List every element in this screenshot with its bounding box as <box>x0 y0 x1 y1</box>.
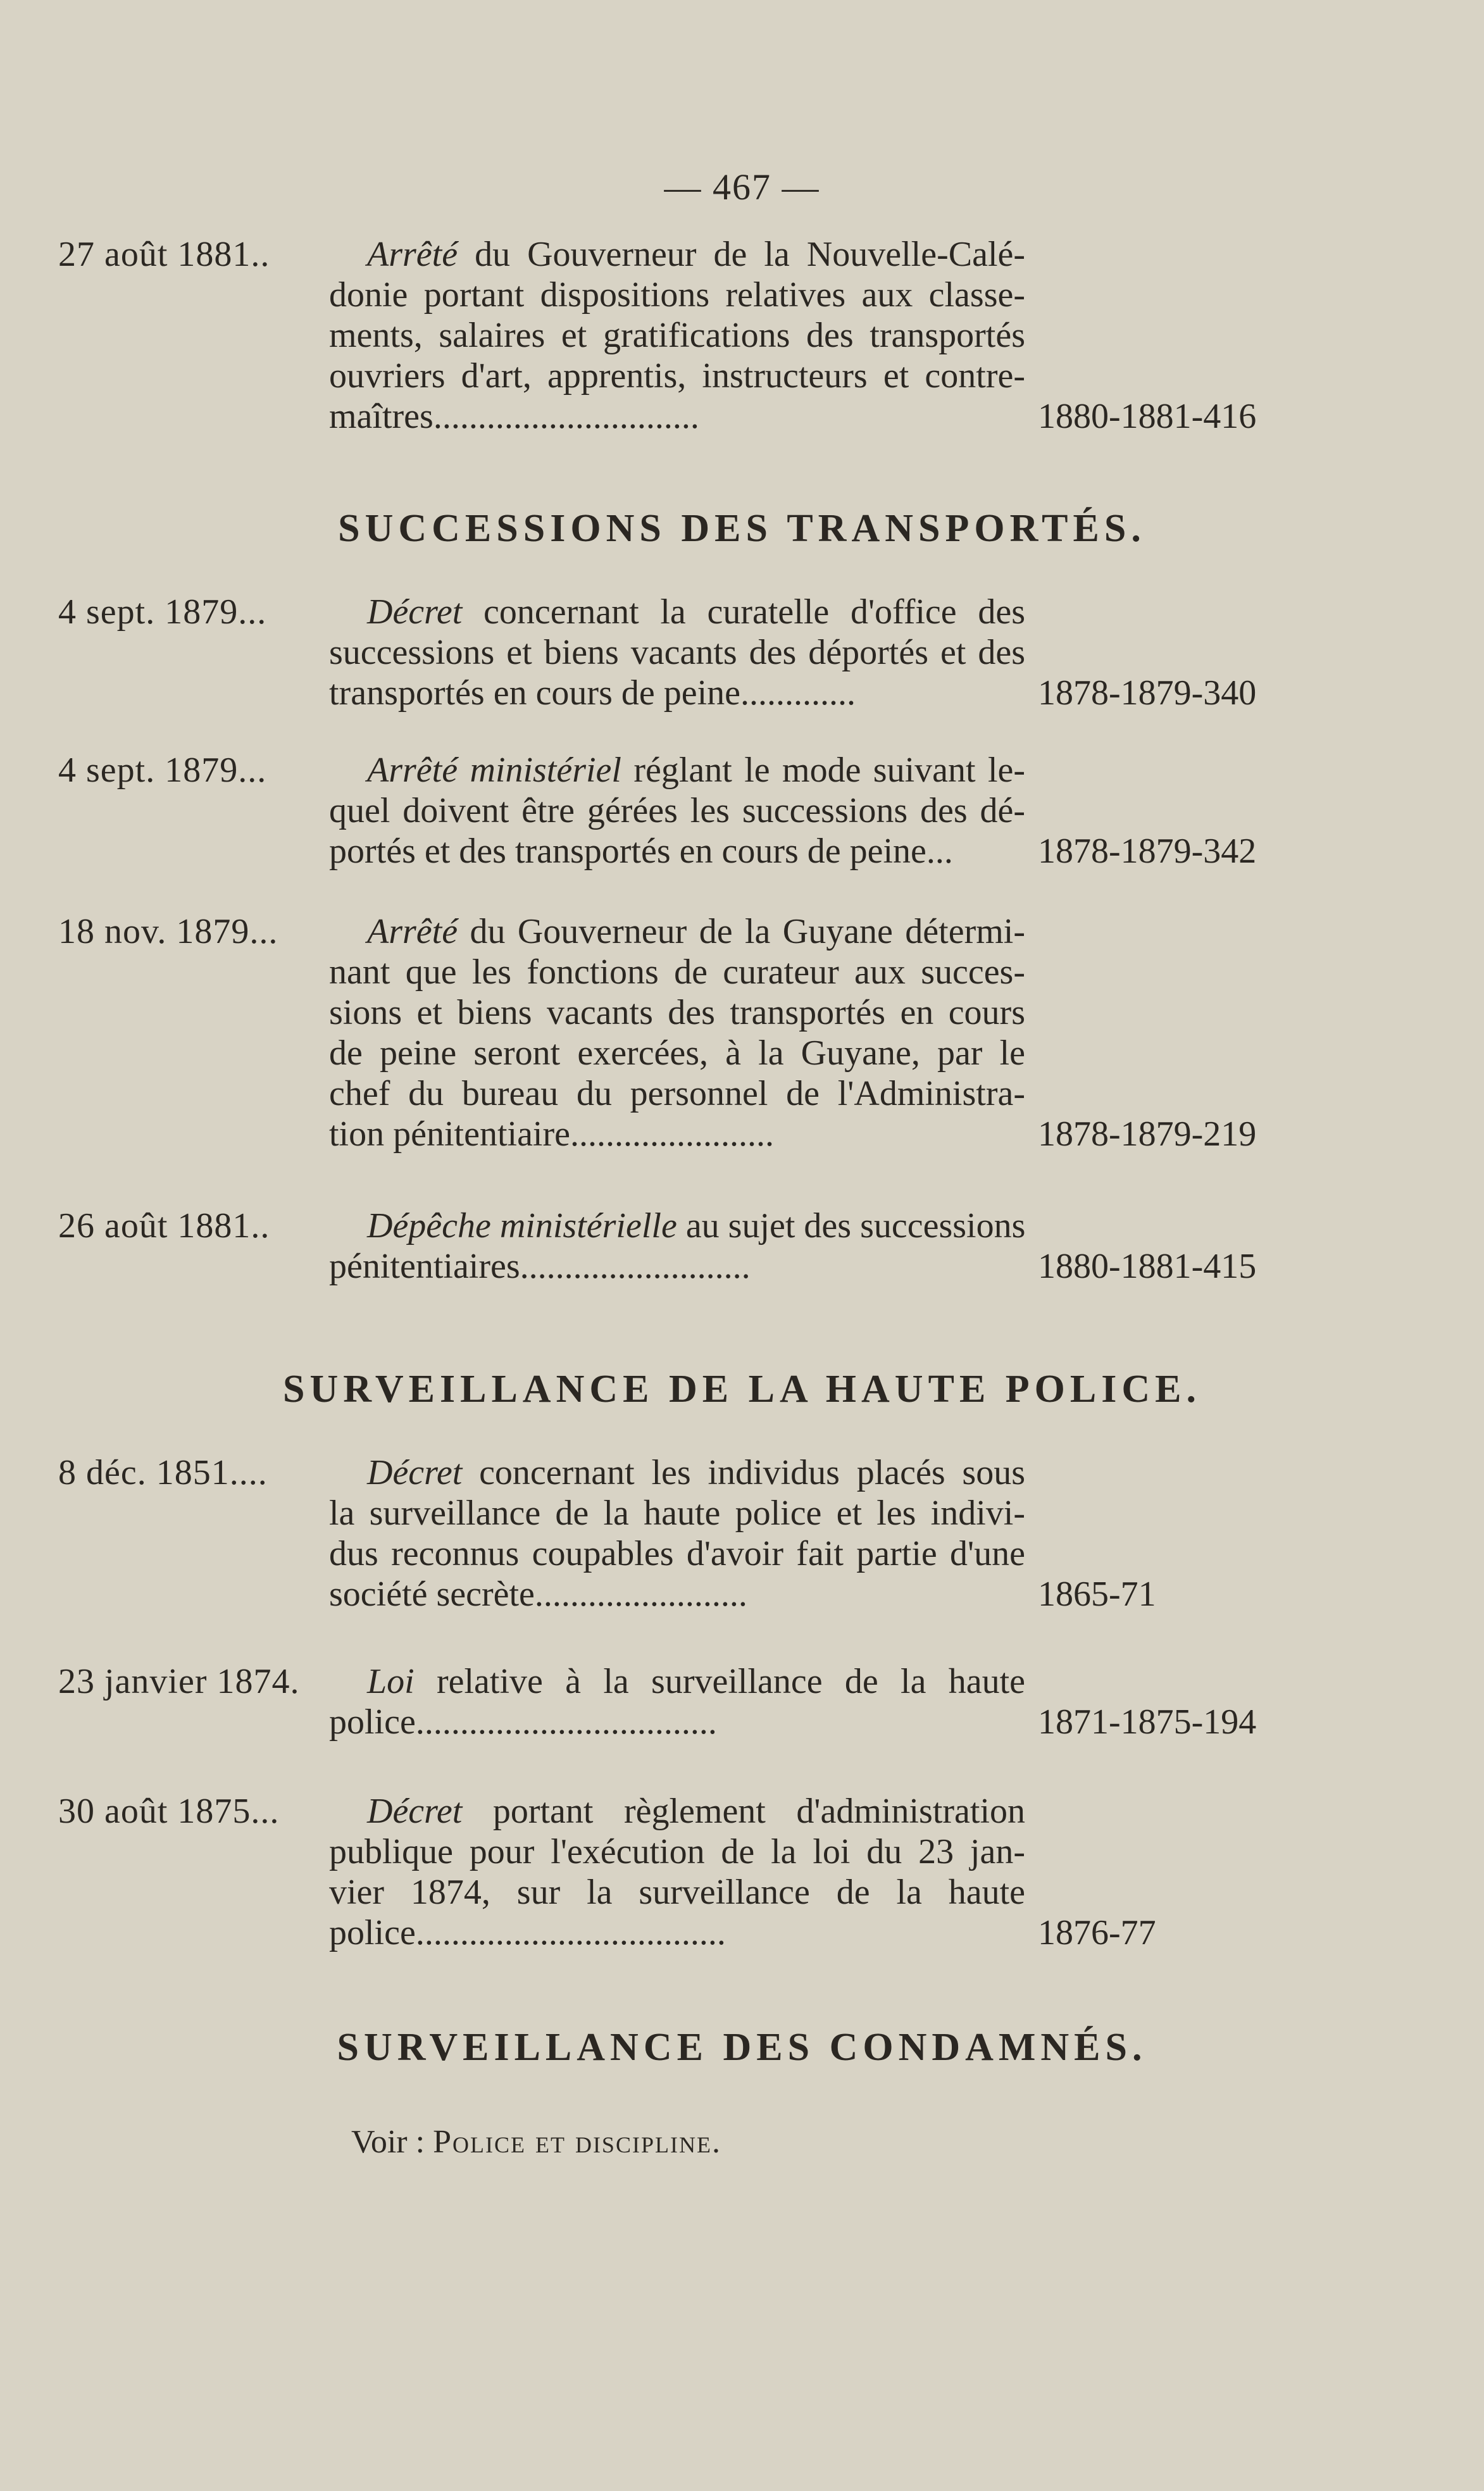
entry-line-rest: réglant le mode suivant le- <box>621 751 1026 790</box>
entry-reference: 1876-77 <box>1038 1913 1156 1952</box>
entry-line: ments, salaires et gratifications des transportés <box>329 316 1025 355</box>
entry-line: sions et biens vacants des transportés en cours <box>329 993 1025 1032</box>
section-title-successions: SUCCESSIONS DES TRANSPORTÉS. <box>338 507 1146 550</box>
entry-line <box>329 1661 1025 1702</box>
entry-text <box>329 234 1025 437</box>
page-number: — 467 — <box>664 166 820 208</box>
entry-line-rest: du Gouverneur de la Guyane détermi- <box>458 912 1025 951</box>
entry-reference: 1878-1879-219 <box>1038 1114 1257 1154</box>
entry-line: société secrète........................ <box>329 1575 747 1614</box>
entry-line: publique pour l'exécution de la loi du 23 jan- <box>329 1832 1025 1871</box>
entry-line: quel doivent être gérées les successions des dé- <box>329 791 1025 830</box>
see-also-target: Police et discipline. <box>433 2124 721 2160</box>
entry-keyword: Arrêté ministériel <box>367 751 621 790</box>
entry-date: 27 août 1881.. <box>58 235 270 274</box>
entry-date: 4 sept. 1879... <box>58 592 267 632</box>
entry-keyword: Arrêté <box>367 235 458 274</box>
entry-keyword: Loi <box>367 1662 415 1701</box>
entry-line: ouvriers d'art, apprentis, instructeurs et contre- <box>329 356 1025 396</box>
entry-reference: 1878-1879-342 <box>1038 832 1257 871</box>
entry-text <box>329 1661 1025 1742</box>
entry-date: 23 janvier 1874. <box>58 1662 300 1701</box>
entry-line-rest: relative à la surveillance de la haute <box>414 1662 1025 1701</box>
entry-text <box>329 1452 1025 1614</box>
entry-text <box>329 911 1025 1154</box>
see-also-reference <box>351 2123 721 2161</box>
entry-line: de peine seront exercées, à la Guyane, par le <box>329 1033 1025 1073</box>
entry-line: pénitentiaires.......................... <box>329 1247 751 1286</box>
entry-line-rest: concernant la curatelle d'office des <box>462 592 1025 632</box>
section-title-haute-police: SURVEILLANCE DE LA HAUTE POLICE. <box>282 1368 1201 1411</box>
entry-line-rest: portant règlement d'administration <box>462 1792 1025 1831</box>
entry-line <box>329 911 1025 952</box>
entry-reference: 1878-1879-340 <box>1038 673 1257 713</box>
entry-line: transportés en cours de peine............. <box>329 673 856 713</box>
entry-line: nant que les fonctions de curateur aux succes- <box>329 952 1025 992</box>
entry-keyword: Dépêche ministérielle <box>367 1206 677 1246</box>
section-title-condamnes: SURVEILLANCE DES CONDAMNÉS. <box>337 2026 1147 2069</box>
entry-line: dus reconnus coupables d'avoir fait partie d'une <box>329 1534 1025 1573</box>
entry-reference: 1880-1881-415 <box>1038 1247 1257 1286</box>
entry-line: la surveillance de la haute police et les indivi- <box>329 1494 1025 1533</box>
entry-line-rest: au sujet des successions <box>677 1206 1026 1246</box>
entry-line <box>329 592 1025 632</box>
entry-line: portés et des transportés en cours de peine... <box>329 832 953 871</box>
entry-line: vier 1874, sur la surveillance de la haute <box>329 1873 1025 1912</box>
entry-date: 8 déc. 1851.... <box>58 1453 268 1492</box>
entry-line <box>329 1452 1025 1493</box>
entry-line: successions et biens vacants des déportés et des <box>329 633 1025 672</box>
entry-line <box>329 750 1025 790</box>
entry-line <box>329 1791 1025 1832</box>
entry-line: maîtres.............................. <box>329 397 699 436</box>
entry-line: donie portant dispositions relatives aux classe- <box>329 275 1025 315</box>
entry-line-rest: concernant les individus placés sous <box>462 1453 1025 1492</box>
entry-line-rest: du Gouverneur de la Nouvelle-Calé- <box>458 235 1025 274</box>
entry-text <box>329 592 1025 713</box>
entry-line <box>329 234 1025 275</box>
entry-text <box>329 1791 1025 1953</box>
entry-date: 18 nov. 1879... <box>58 912 278 951</box>
entry-reference: 1880-1881-416 <box>1038 397 1257 436</box>
entry-text <box>329 1206 1025 1287</box>
see-also-prefix: Voir : <box>351 2124 433 2160</box>
entry-keyword: Décret <box>367 592 463 632</box>
entry-line: police.................................. <box>329 1702 717 1742</box>
entry-line: chef du bureau du personnel de l'Administra- <box>329 1074 1025 1113</box>
entry-text <box>329 750 1025 871</box>
entry-date: 26 août 1881.. <box>58 1206 270 1246</box>
entry-reference: 1871-1875-194 <box>1038 1702 1257 1742</box>
entry-keyword: Décret <box>367 1453 463 1492</box>
entry-line: tion pénitentiaire....................... <box>329 1114 774 1154</box>
entry-keyword: Décret <box>367 1792 463 1831</box>
entry-date: 30 août 1875... <box>58 1792 280 1831</box>
entry-date: 4 sept. 1879... <box>58 751 267 790</box>
entry-keyword: Arrêté <box>367 912 458 951</box>
entry-line <box>329 1206 1025 1246</box>
entry-line: police................................... <box>329 1913 726 1952</box>
entry-reference: 1865-71 <box>1038 1575 1156 1614</box>
